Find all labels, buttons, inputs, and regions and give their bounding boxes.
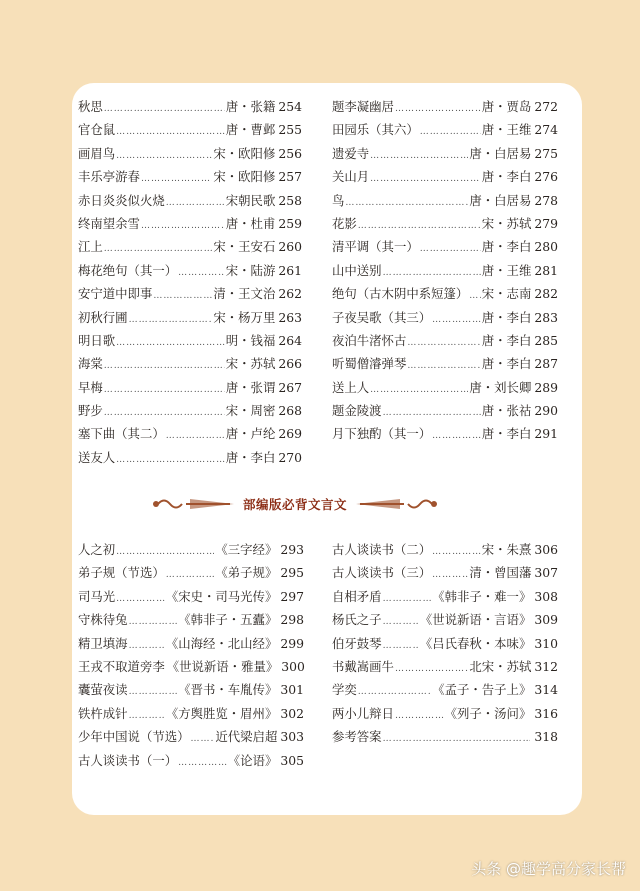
toc-entry[interactable] <box>78 399 302 422</box>
toc-entry[interactable] <box>78 749 304 772</box>
section-banner <box>150 493 440 515</box>
entry-title: 鸟 <box>332 192 345 208</box>
entry-author: 清・曾国藩 <box>469 565 532 581</box>
entry-page-number: 267 <box>278 379 302 395</box>
entry-author: 近代梁启超 <box>215 729 278 745</box>
entry-page-number: 279 <box>534 215 558 231</box>
entry-page-number: 283 <box>534 309 558 325</box>
entry-author: 《山海经・北山经》 <box>165 635 278 651</box>
entry-page-number: 298 <box>280 612 304 628</box>
entry-author: 宋・苏轼 <box>225 356 276 372</box>
entry-title: 参考答案 <box>332 729 382 745</box>
toc-entry[interactable] <box>332 632 558 655</box>
leader-dots <box>420 238 481 261</box>
entry-page-number: 301 <box>280 682 304 698</box>
entry-author: 唐・杜甫 <box>225 215 276 231</box>
entry-title: 书戴嵩画牛 <box>332 658 394 674</box>
entry-title: 塞下曲（其二） <box>78 426 165 442</box>
leader-dots <box>469 285 480 308</box>
leader-dots <box>104 379 225 402</box>
toc-entry[interactable] <box>78 118 302 141</box>
entry-author: 《韩非子・五蠹》 <box>178 612 278 628</box>
entry-author: 唐・王维 <box>481 262 532 278</box>
entry-title: 送友人 <box>78 449 116 465</box>
leader-dots <box>104 355 225 378</box>
entry-author: 唐・李白 <box>481 239 532 255</box>
entry-author: 宋・苏轼 <box>481 215 532 231</box>
entry-author: 《弟子规》 <box>215 565 278 581</box>
entry-title: 关山月 <box>332 169 370 185</box>
toc-entry[interactable] <box>332 376 558 399</box>
entry-title: 清平调（其一） <box>332 239 419 255</box>
entry-page-number: 257 <box>278 169 302 185</box>
entry-title: 海棠 <box>78 356 103 372</box>
toc-entry[interactable] <box>332 259 558 282</box>
leader-dots <box>178 752 227 775</box>
entry-title: 野步 <box>78 403 103 419</box>
entry-page-number: 308 <box>534 588 558 604</box>
entry-page-number: 256 <box>278 145 302 161</box>
toc-entry[interactable] <box>332 282 558 305</box>
entry-page-number: 272 <box>534 99 558 114</box>
leader-dots <box>432 309 481 332</box>
leader-dots <box>370 145 468 168</box>
entry-title: 山中送别 <box>332 262 382 278</box>
leader-dots <box>129 309 213 332</box>
entry-author: 《吕氏春秋・本味》 <box>419 635 532 651</box>
entry-title: 王戎不取道旁李 <box>78 658 165 674</box>
entry-author: 宋朝民歌 <box>225 192 276 208</box>
entry-title: 守株待兔 <box>78 612 128 628</box>
entry-page-number: 285 <box>534 332 558 348</box>
toc-entry[interactable] <box>78 165 302 188</box>
toc-entry[interactable] <box>78 142 302 165</box>
leader-dots <box>153 285 212 308</box>
entry-author: 《三字经》 <box>215 542 278 557</box>
entry-title: 田园乐（其六） <box>332 122 419 138</box>
entry-author: 《世说新语・雅量》 <box>166 658 279 674</box>
entry-author: 《方舆胜览・眉州》 <box>165 705 278 721</box>
toc-entry[interactable] <box>332 142 558 165</box>
entry-page-number: 290 <box>534 403 558 419</box>
toc-entry[interactable] <box>332 399 558 422</box>
entry-title: 古人谈读书（三） <box>332 565 432 581</box>
entry-author: 宋・欧阳修 <box>213 169 276 185</box>
entry-author: 《孟子・告子上》 <box>432 682 532 698</box>
entry-title: 古人谈读书（二） <box>332 542 432 557</box>
entry-author: 宋・志南 <box>481 286 532 302</box>
entry-title: 题金陵渡 <box>332 403 382 419</box>
leader-dots <box>383 728 531 751</box>
toc-entry[interactable] <box>78 259 302 282</box>
entry-page-number: 268 <box>278 403 302 419</box>
entry-page-number: 263 <box>278 309 302 325</box>
entry-title: 花影 <box>332 215 357 231</box>
leader-dots <box>407 332 480 355</box>
leader-dots <box>166 192 225 215</box>
entry-title: 送上人 <box>332 379 370 395</box>
toc-entry[interactable] <box>332 352 558 375</box>
entry-page-number: 274 <box>534 122 558 138</box>
entry-page-number: 293 <box>280 542 304 557</box>
toc-entry[interactable] <box>78 608 304 631</box>
entry-author: 《韩非子・难一》 <box>432 588 532 604</box>
entry-author: 明・钱福 <box>225 332 276 348</box>
entry-author: 唐・李白 <box>225 449 276 465</box>
entry-title: 秋思 <box>78 99 103 114</box>
toc-card <box>72 83 582 815</box>
toc-entry[interactable] <box>332 561 558 584</box>
toc-entry[interactable] <box>78 95 302 118</box>
entry-author: 唐・曹邺 <box>225 122 276 138</box>
toc-entry[interactable] <box>332 306 558 329</box>
entry-page-number: 302 <box>280 705 304 721</box>
entry-author: 《列子・汤问》 <box>444 705 532 721</box>
entry-title: 铁杵成针 <box>78 705 128 721</box>
entry-title: 江上 <box>78 239 103 255</box>
entry-title: 初秋行圃 <box>78 309 128 325</box>
entry-title: 明日歌 <box>78 332 116 348</box>
entry-title: 精卫填海 <box>78 635 128 651</box>
entry-page-number: 312 <box>534 658 558 674</box>
entry-author: 唐・李白 <box>481 169 532 185</box>
entry-title: 夜泊牛渚怀古 <box>332 332 407 348</box>
toc-entry[interactable] <box>78 632 304 655</box>
entry-title: 子夜吴歌（其三） <box>332 309 432 325</box>
entry-page-number: 299 <box>280 635 304 651</box>
entry-title: 弟子规（节选） <box>78 565 165 581</box>
toc-entry[interactable] <box>78 446 302 469</box>
entry-title: 伯牙鼓琴 <box>332 635 382 651</box>
toc-entry[interactable] <box>332 538 558 561</box>
entry-title: 丰乐亭游春 <box>78 169 140 185</box>
entry-page-number: 255 <box>278 122 302 138</box>
entry-author: 《宋史・司马光传》 <box>165 588 278 604</box>
watermark: 头条 @趣学高分家长帮 <box>471 860 626 878</box>
entry-author: 唐・卢纶 <box>225 426 276 442</box>
entry-page-number: 280 <box>534 239 558 255</box>
entry-author: 宋・朱熹 <box>481 542 532 557</box>
entry-title: 囊萤夜读 <box>78 682 128 698</box>
entry-title: 赤日炎炎似火烧 <box>78 192 165 208</box>
leader-dots <box>370 168 481 191</box>
toc-entry[interactable] <box>78 376 302 399</box>
leader-dots <box>166 425 225 448</box>
entry-title: 早梅 <box>78 379 103 395</box>
entry-author: 《世说新语・言语》 <box>419 612 532 628</box>
toc-column-poems-left <box>78 95 302 469</box>
toc-entry[interactable] <box>78 678 304 701</box>
entry-author: 唐・贾岛 <box>481 99 532 114</box>
entry-author: 唐・王维 <box>481 122 532 138</box>
entry-title: 人之初 <box>78 542 116 557</box>
toc-entry[interactable] <box>78 655 304 678</box>
toc-entry[interactable] <box>332 585 558 608</box>
leader-dots <box>345 192 468 215</box>
entry-author: 宋・周密 <box>225 403 276 419</box>
toc-entry[interactable] <box>332 118 558 141</box>
entry-page-number: 261 <box>278 262 302 278</box>
toc-entry[interactable] <box>78 189 302 212</box>
leader-dots <box>432 425 481 448</box>
toc-entry[interactable] <box>332 329 558 352</box>
entry-author: 唐・白居易 <box>469 192 532 208</box>
entry-title: 司马光 <box>78 588 116 604</box>
toc-entry[interactable] <box>332 212 558 235</box>
entry-author: 唐・白居易 <box>469 145 532 161</box>
entry-title: 梅花绝句（其一） <box>78 262 178 278</box>
leader-dots <box>395 705 444 728</box>
entry-page-number: 297 <box>280 588 304 604</box>
entry-author: 唐・李白 <box>481 332 532 348</box>
toc-entry[interactable] <box>78 306 302 329</box>
section-title: 部编版必背文言文 <box>242 497 347 512</box>
leader-dots <box>104 98 225 121</box>
entry-title: 少年中国说（节选） <box>78 729 190 745</box>
entry-page-number: 262 <box>278 286 302 302</box>
entry-page-number: 303 <box>280 729 304 745</box>
entry-title: 自相矛盾 <box>332 588 382 604</box>
entry-page-number: 254 <box>278 99 302 114</box>
entry-author: 唐・李白 <box>481 309 532 325</box>
entry-page-number: 307 <box>534 565 558 581</box>
entry-page-number: 259 <box>278 215 302 231</box>
toc-entry[interactable] <box>332 725 558 748</box>
toc-entry[interactable] <box>78 282 302 305</box>
entry-title: 题李凝幽居 <box>332 99 394 114</box>
toc-entry[interactable] <box>78 538 304 561</box>
toc-column-poems-right <box>332 95 558 446</box>
entry-title: 安宁道中即事 <box>78 286 153 302</box>
entry-title: 两小儿辩日 <box>332 705 394 721</box>
entry-page-number: 289 <box>534 379 558 395</box>
entry-title: 学奕 <box>332 682 357 698</box>
toc-entry[interactable] <box>78 725 304 748</box>
entry-page-number: 295 <box>280 565 304 581</box>
entry-author: 宋・王安石 <box>213 239 276 255</box>
entry-author: 北宋・苏轼 <box>469 658 532 674</box>
entry-page-number: 264 <box>278 332 302 348</box>
entry-author: 唐・张祜 <box>481 403 532 419</box>
entry-title: 听蜀僧濬弹琴 <box>332 356 407 372</box>
entry-title: 遗爱寺 <box>332 145 370 161</box>
entry-title: 绝句（古木阴中系短篷） <box>332 286 469 302</box>
entry-title: 月下独酌（其一） <box>332 426 432 442</box>
entry-page-number: 281 <box>534 262 558 278</box>
entry-author: 宋・杨万里 <box>213 309 276 325</box>
entry-page-number: 318 <box>534 729 558 745</box>
toc-column-classical-right <box>332 538 558 749</box>
entry-page-number: 287 <box>534 356 558 372</box>
entry-page-number: 316 <box>534 705 558 721</box>
entry-page-number: 314 <box>534 682 558 698</box>
entry-page-number: 300 <box>281 658 305 674</box>
toc-entry[interactable] <box>78 702 304 725</box>
entry-author: 唐・张籍 <box>225 99 276 114</box>
leader-dots <box>116 332 225 355</box>
entry-page-number: 275 <box>534 145 558 161</box>
entry-page-number: 278 <box>534 192 558 208</box>
toc-entry[interactable] <box>78 235 302 258</box>
entry-title: 终南望余雪 <box>78 215 140 231</box>
entry-page-number: 260 <box>278 239 302 255</box>
entry-title: 官仓鼠 <box>78 122 116 138</box>
entry-author: 《论语》 <box>227 752 278 768</box>
toc-entry[interactable] <box>332 165 558 188</box>
toc-entry[interactable] <box>78 422 302 445</box>
toc-entry[interactable] <box>332 95 558 118</box>
entry-author: 唐・张谓 <box>225 379 276 395</box>
toc-entry[interactable] <box>78 561 304 584</box>
leader-dots <box>370 379 468 402</box>
entry-title: 杨氏之子 <box>332 612 382 628</box>
entry-page-number: 269 <box>278 426 302 442</box>
toc-entry[interactable] <box>78 352 302 375</box>
entry-page-number: 258 <box>278 192 302 208</box>
entry-author: 宋・欧阳修 <box>213 145 276 161</box>
toc-entry[interactable] <box>78 329 302 352</box>
toc-entry[interactable] <box>332 678 558 701</box>
entry-title: 古人谈读书（一） <box>78 752 178 768</box>
toc-column-classical-left <box>78 538 304 772</box>
entry-page-number: 309 <box>534 612 558 628</box>
entry-author: 唐・刘长卿 <box>469 379 532 395</box>
entry-page-number: 291 <box>534 426 558 442</box>
entry-author: 宋・陆游 <box>225 262 276 278</box>
leader-dots <box>116 449 225 472</box>
entry-page-number: 276 <box>534 169 558 185</box>
entry-page-number: 266 <box>278 356 302 372</box>
entry-author: 唐・李白 <box>481 356 532 372</box>
leader-dots <box>141 215 225 238</box>
leader-dots <box>116 121 225 144</box>
toc-entry[interactable] <box>332 608 558 631</box>
toc-entry[interactable] <box>332 655 558 678</box>
toc-entry[interactable] <box>78 212 302 235</box>
entry-page-number: 310 <box>534 635 558 651</box>
entry-page-number: 306 <box>534 542 558 557</box>
entry-page-number: 270 <box>278 449 302 465</box>
leader-dots <box>383 611 419 634</box>
toc-entry[interactable] <box>332 235 558 258</box>
entry-page-number: 282 <box>534 286 558 302</box>
entry-author: 唐・李白 <box>481 426 532 442</box>
entry-author: 清・王文治 <box>213 286 276 302</box>
entry-author: 《晋书・车胤传》 <box>178 682 278 698</box>
toc-entry[interactable] <box>332 422 558 445</box>
toc-entry[interactable] <box>332 702 558 725</box>
leader-dots <box>191 728 215 751</box>
entry-title: 画眉鸟 <box>78 145 116 161</box>
entry-page-number: 305 <box>280 752 304 768</box>
toc-entry[interactable] <box>78 585 304 608</box>
toc-entry[interactable] <box>332 189 558 212</box>
